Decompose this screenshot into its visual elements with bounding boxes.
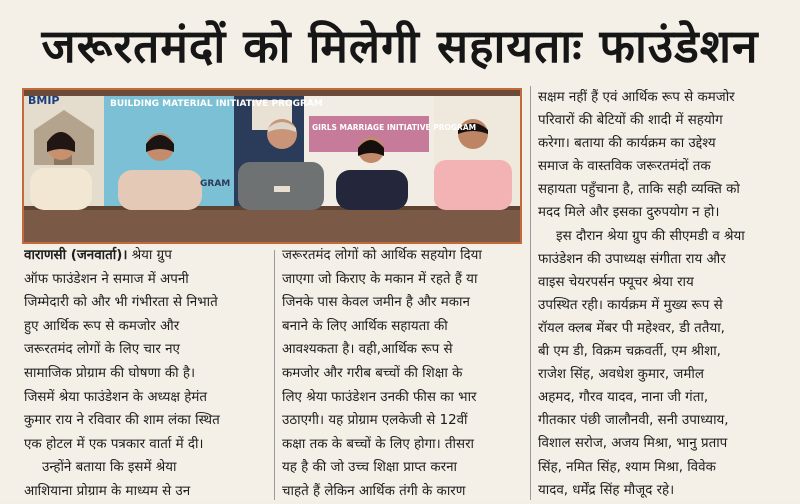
text-line: राजेश सिंह, अवधेश कुमार, जमील [538, 367, 704, 383]
press-conference-photo [22, 88, 522, 244]
text-line: बनाने के लिए आर्थिक सहायता की [282, 318, 448, 334]
text-line: सक्षम नहीं हैं एवं आर्थिक रूप से कमजोर [538, 90, 735, 105]
banner-left-title: BUILDING MATERIAL INITIATIVE PROGRAM [110, 99, 323, 109]
text-line: यह है की जो उच्च शिक्षा प्राप्त करना [282, 460, 457, 476]
text-line: अहमद, गौरव यादव, नाना जी गंता, [538, 390, 709, 406]
text-line: उन्होंने बताया कि इसमें श्रेया [42, 460, 177, 476]
text-line: करेगा। बताया की कार्यक्रम का उद्देश्य [538, 136, 716, 152]
text-line: गीतकार पंछी जालौनवी, सनी उपाध्याय, [538, 413, 729, 429]
text-line: समाज के वास्तविक जरूरतमंदों तक [538, 159, 711, 175]
text-line: हुए आर्थिक रूप से कमजोर और [24, 318, 180, 334]
text-line: वाइस चेयरपर्सन फ्यूचर श्रेया राय [538, 274, 694, 290]
text-line: जरूरतमंद लोगों को आर्थिक सहयोग दिया [282, 248, 482, 263]
text-line: बी एम डी, विक्रम चक्रवर्ती, एम श्रीशा, [538, 344, 721, 360]
text-line: उठाएगी। यह प्रोग्राम एलकेजी से 12वीं [282, 413, 468, 429]
banner-right-title: GIRLS MARRIAGE INITIATIVE PROGRAM [312, 123, 477, 132]
text-line: सामाजिक प्रोग्राम की घोषणा की है। [24, 365, 196, 381]
text-line: सहायता पहुँचाना है, ताकि सही व्यक्ति को [538, 182, 740, 198]
text-line: उपस्थित रही। कार्यक्रम में मुख्य रूप से [538, 297, 723, 313]
column-divider-1 [274, 250, 275, 500]
text-line: जाएगा जो किराए के मकान में रहते हैं या [282, 271, 478, 287]
text-line: रॉयल क्लब मेंबर पी महेश्वर, डी ततैया, [538, 320, 725, 336]
text-line: आवश्यकता है। वही,आर्थिक रूप से [282, 342, 453, 358]
text-line: जिनके पास केवल जमीन है और मकान [282, 295, 470, 311]
text-line: श्रेया ग्रुप [131, 248, 172, 263]
text-line: आशियाना प्रोग्राम के माध्यम से उन [24, 483, 191, 499]
text-line: लिए श्रेया फाउंडेशन उनकी फीस का भार [282, 389, 477, 405]
banner-logo-text: BMIP [28, 94, 60, 107]
article-column-1 [24, 244, 268, 504]
column-divider-2 [530, 86, 531, 500]
photo-scene [24, 90, 520, 242]
text-line: मदद मिले और इसका दुरुपयोग न हो। [538, 205, 720, 221]
text-line: चाहते हैं लेकिन आर्थिक तंगी के कारण [282, 483, 466, 499]
dateline: वाराणसी (जनवार्ता)। [24, 248, 128, 263]
text-line: कुमार राय ने रविवार की शाम लंका स्थित [24, 413, 220, 429]
text-line: जरूरतमंद लोगों के लिए चार नए [24, 342, 180, 358]
text-line: यादव, धर्मेंद्र सिंह मौजूद रहे। [538, 482, 675, 498]
text-line: ऑफ फाउंडेशन ने समाज में अपनी [24, 271, 189, 287]
text-line: सिंह, नमित सिंह, श्याम मिश्रा, विवेक [538, 459, 716, 475]
text-line: परिवारों की बेटियों की शादी में सहयोग [538, 113, 723, 129]
text-line: कमजोर और गरीब बच्चों की शिक्षा के [282, 365, 463, 381]
text-line: इस दौरान श्रेया ग्रुप की सीएमडी व श्रेया [556, 228, 745, 244]
article-column-3 [538, 86, 784, 502]
text-line: कक्षा तक के बच्चों के लिए होगा। तीसरा [282, 436, 475, 452]
text-line: जिम्मेदारी को और भी गंभीरता से निभाते [24, 295, 218, 311]
banner-mid-word: GRAM [200, 179, 231, 189]
text-line: जिसमें श्रेया फाउंडेशन के अध्यक्ष हेमंत [24, 389, 207, 405]
text-line: विशाल सरोज, अजय मिश्रा, भानु प्रताप [538, 436, 728, 452]
text-line: एक होटल में एक पत्रकार वार्ता में दी। [24, 436, 204, 452]
article-column-2 [282, 244, 526, 504]
text-line: फाउंडेशन की उपाध्यक्ष संगीता राय और [538, 251, 726, 267]
headline: जरूरतमंदों को मिलेगी सहायताः फाउंडेशन [41, 19, 759, 73]
